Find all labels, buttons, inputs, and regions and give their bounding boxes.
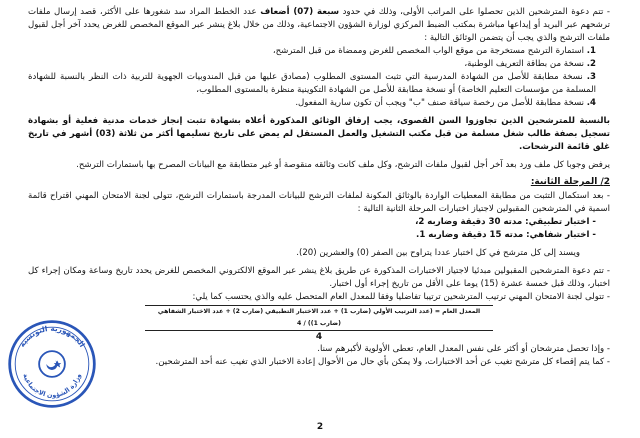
- test-oral: - اختبار شفاهي: مدته 15 دقيقة وضاربه 1.: [416, 230, 596, 240]
- average-formula: المعدل العام = (عدد الترتيب الأولي (ضارب 1) + عدد الاختبار التطبيقي (ضارب 2) + عدد الاختبار الشفاهي (ضارب 1)) / 4: [145, 305, 493, 331]
- age-note: بالنسبة للمترشحين الذين تجاوزوا السن القصوى، يجب إرفاق الوثائق المذكورة أعلاه بشهادة تثبت إنجاز خدمات مدنية فعلية أو بشهادة تسجيل بصفة طالب شغل مسلمة من قبل مكتب التشغيل والعمل المستقل لم يمض على تاريخ تسليمها أكثر من ثلاثة (03) أشهر في تاريخ غلق قائمة الترشحات.: [28, 116, 610, 152]
- intro-paragraph: [28, 6, 610, 45]
- grading-note: ويسند إلى كل مترشح في كل اختبار عددا يتراوح بين الصفر (0) والعشرين (20).: [296, 248, 580, 258]
- document-item-2: 2. نسخة من بطاقة التعريف الوطنية،: [464, 59, 596, 69]
- document-item-4: 4. نسخة مطابقة للأصل من رخصة سياقة صنف "ب" ويجب أن تكون سارية المفعول.: [295, 98, 596, 108]
- intro-text-2: عدد الخطط المراد سد شغورها على الأكثر، قصد إرسال ملفات ترشحهم عبر البريد أو إيداعها مباشرة بمكتب الضبط المركزي لوزارة الشؤون الاجتماعية، وذلك من خلال بلاغ ينشر عبر الموقع المخصص للغرض يحدد آخر أجل لقبول ملفات الترشح والذي يجب أن يتضمن الوثائق التالية :: [28, 7, 610, 43]
- invite-note: - تتم دعوة المترشحين المقبولين مبدئيا لاجتياز الاختبارات المذكورة عن طريق بلاغ ينشر عبر الموقع الالكتروني المخصص للغرض يحدد تاريخ وساعة ومكان إجراء كل اختبار، وذلك قبل خمسة عشرة (15) يوما على الأقل من تاريخ إجراء أول اختبار.: [28, 266, 610, 289]
- ranking-note: - تتولى لجنة الامتحان المهني ترتيب المترشحين ترتيبا تفاضليا وفقا للمعدل العام المتحصل عليه والذي يحتسب كما يلي:: [192, 292, 610, 302]
- intro-highlight: سبعة (07) أضعاف: [260, 7, 340, 17]
- test-practical: - اختبار تطبيقي: مدته 30 دقيقة وضاربه 2،: [415, 217, 596, 227]
- svg-text:وزارة الشؤون الاجتماعية: وزارة الشؤون الاجتماعية: [21, 372, 83, 400]
- ministry-seal-icon: [6, 318, 98, 410]
- document-item-1: 1. استمارة الترشح مستخرجة من موقع الواب المخصص للغرض وممضاة من قبل المترشح،: [272, 46, 596, 56]
- formula-denominator: 4: [315, 332, 323, 342]
- page-number: 2: [316, 422, 324, 432]
- absence-note: - كما يتم إقصاء كل مترشح تغيب عن أحد الاختبارات، ولا يمكن بأي حال من الأحوال إعادة الاختبار الذي تغيب عنه أحد المترشحين.: [155, 357, 610, 367]
- reject-note: يرفض وجوبا كل ملف ورد بعد آخر أجل لقبول ملفات الترشح، وكل ملف كانت وثائقه منقوصة أو غير متطابقة مع البيانات المصرح بها باستمارات الترشح.: [76, 160, 610, 170]
- svg-text:الجمهورية التونسية: الجمهورية التونسية: [17, 323, 87, 349]
- intro-text-1: - تتم دعوة المترشحين الذين تحصلوا على المراتب الأولى، وذلك في حدود: [339, 7, 610, 17]
- tie-note: - وإذا تحصل مترشحان أو أكثر على نفس المعدل العام، تعطى الأولوية لأكبرهم سنا.: [317, 344, 610, 354]
- stage2-heading: 2/ المرحلة الثانية:: [530, 177, 610, 187]
- stage2-intro: - بعد استكمال التثبت من مطابقة المعطيات الواردة بالوثائق المكونة لملفات الترشح للبيانات المدرجة باستمارات الترشح، تتولى لجنة الامتحان المهني اقتراح قائمة اسمية في المترشحين المقبولين لاجتياز اختبارات المرحلة الثانية التالية :: [28, 191, 610, 214]
- document-item-3: 3. نسخة مطابقة للأصل من الشهادة المدرسية التي تثبت المستوى المطلوب (مصادق عليها من قبل المندوبيات الجهوية للتربية ذات النظر بالنسبة للشهادة المسلمة من مؤسسات التعليم الخاصة) أو نسخة مطابقة للأصل من الشهادة التكوينية منظرة بالمستوى المطلوب،: [28, 72, 596, 95]
